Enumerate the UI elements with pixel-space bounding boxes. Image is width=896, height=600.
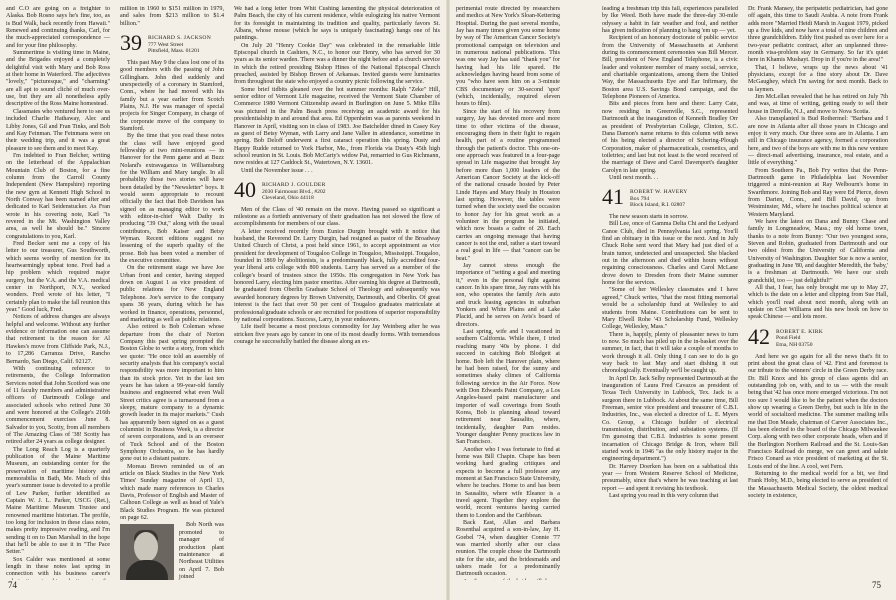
column-1 [6, 6, 110, 580]
paragraph: We had a long letter from Whit Cushing lamenting the physical deterioration of Palm Beach, the city of his current residence, while eulogizing his native Vermont for its foresight in maintaining its tradition and quality, particularly favors St. Albans, whose mouse (which he says is uniquely fascinating) hangs one of his paintings. [234, 6, 440, 42]
paragraph: Men of the Class of '40 remain on the move. Having passed so significant a milestone as a fortieth anniversary of their graduation has not slowed the flow of accomplishments for members of our class. [234, 206, 440, 228]
paragraph: Bits and pieces from here and there: Larry Cate, now residing in Greenville, S.C., represented Dartmouth at the inauguration of Kenneth Bradley Orr as president of Presbyterian College, Clinton, S.C. Dana Damon's name returns to this column with news of his being elected a director of Schering-Plough Corporation, maker of pharmaceuticals, cosmetics, and toiletries; and last but not least is the word received of the marriage of Dave and Carol Davenport's daughter Carolyn in late spring. [602, 101, 738, 174]
secretary-street: Pond Field [776, 335, 801, 342]
portrait-photo [120, 524, 174, 580]
column-3 [234, 6, 440, 580]
paragraph: and C.O are going on a freighter to Alaska. Bob Rosno says he's fine, too, as is Bud Walk, back recently from Hawaii." Renewed and continuing thanks, Carl, for the much-appreciated correspondence — and for your fine philosophy. [6, 6, 110, 49]
paragraph: With continuing reference to retirements, the College Information Services noted that John Scotford was one of 11 faculty members and administrative officers of Dartmouth College and associated schools who retired June 30 and were honored at the College's 216th commencement exercises June 8. Salvador to you, Scotty, from all members of The Amazing Class of '38! Scotty has retired after 24 years as college designer. [6, 365, 110, 446]
paragraph: Bob North was promoted to manager of production plant maintenance at Northeast Utilities on April 7. Bob joined [179, 522, 224, 580]
paragraph: I'm indebted to Fran Belcher, writing on the letterhead of the Appalachian Mountain Club of Boston, for a fine column from the Carroll County Independent (New Hampshire) reporting the new gym at Kennett High School in North Conway has been named after and dedicated to Karl Seidenstucker. As Fran wrote in his covering note, Karl "is revered in the Mt. Washington Valley area, as well he should be." Sincere congratulations to you, Karl. [6, 152, 110, 240]
column-4 [456, 6, 560, 580]
paragraph: Sox Calder was mentioned at some length in these notes last spring in connection with his business career's [6, 556, 110, 578]
paragraph: Some brief tidbits gleaned over the hot summer months: Ralph "Zeke" Hill, senior editor of Vermont Life magazine, received the Vermont State Chamber of Commerce 1980 Vermont Citizenship award in Burlington on June 5. Mike Ellis was pictured in the Palm Beach press receiving an academic award for his presidentialship in and around that area. Ed Oppenheim was as parents weekend in Hanover in April, visiting son in class of 1983. Joe Batchelder dined in Casey Key as guest of Betsy Wyman, with Larry and Jane Vallee in attendance, sometime in spring. Bob Deloff underwent a first cataract operation this spring. Dusty and Happy Rudde returned to York Harbor, Me., from Florida via Dusty's 45th high school reunion in St. Louis. Bob McCarty's widow Pat, remarried to Gus Richmann, now resides at 127 Caddock St., Watertown, N.Y. 13601. [234, 86, 440, 167]
secretary-city: Etna, NH 03750 [776, 341, 813, 348]
paragraph: The Long Reach Log is a quarterly publication of the Maine Maritime Museum, an outstanding center for the preservation of maritime history and memorabilia in Bath, Me. Much of this year's summer issue is devoted to a profile of Lew Parker, further identified as Captain W. J. L. Parker, USCG (Ret.), Maine Maritime Museum Trustee and renowned maritime historian. The profile, too long for inclusion in these class notes, makes pretty impressive reading, and I'm sending it on to Dan Marshall in the hope that he'll be able to use it in "The Pace Setter." [6, 446, 110, 556]
paragraph: The new season starts in sorrow. [609, 214, 689, 221]
class-header-42 [748, 323, 888, 349]
class-secretary-address [148, 33, 211, 55]
secretary-city: Cleveland, Ohio 44118 [262, 195, 314, 202]
class-secretary-address [776, 327, 823, 349]
paragraph: Back East, Allan and Barbara Rosenthal acquired a son-in-law, Jay H. Goebel '74, when daughter Connie '77 was married shortly after our class reunion. The couple chose the Dartmouth site for the site, and the bridesmaids and ushers made for a predominantly Dartmouth occasion. [456, 520, 560, 578]
paragraph: Bill Lee, once of Gamma Delta Chi and the Ledyard Canoe Club, died in Pennsylvania last spring. You'll find an obituary in this issue or the next. And in July Chuck Rohe sent word that Mary had just died of a brain tumor, undetected and unsuspected. She blacked out in the afternoon and died within hours without regaining consciousness. Charles and Carol McLane drove down to Dresden from their Maine summer home for the services. [602, 221, 738, 287]
paragraph: Since the start of his recovery from surgery, Jay has devoted more and more time to other victims of the disease, encouraging them in their fight to regain health, part of a routine programmed through the patient's doctor. This one-on-one approach was featured in a four-page spread in Life magazine that brought Jay before more than 1,000 leaders of the American Cancer Society at the kick-off of the national crusade hosted by Peter Linde Hayes and Mary Healy in Houston last spring. However, the tables were turned when the society used the occasion to honor Jay for his great work as a volunteer in the program he initiated, which now boasts a cadre of 20. Each carries an ongoing message that having cancer is not the end, rather a start toward a real goal in life — that "cancer can be beat." [456, 108, 560, 262]
secretary-name: RICHARD S. JACKSON [148, 35, 212, 42]
secretary-name: ROBERT E. KIRK [776, 328, 824, 335]
column-5 [602, 6, 738, 580]
column-6 [748, 6, 888, 580]
paragraph: Dr. Harvey Doerken has been on a sabbatical this year — from Western Reserve School of Medicine, presumably, since that's where he was teaching at last report — and spent it revising his textbook. [602, 463, 738, 492]
paragraph: Life itself became a most precious commodity for Jay Weinberg after he was stricken five years ago by cancer in one of its most deadly forms. With tremendous courage he successfully battled the disease along an ex- [234, 324, 440, 345]
paragraph: Also retired is Bob Coleman whose departure from the chair of Norton Company this past spring prompted the Boston Globe to write a story, from which we quote: "He once told an assembly of security analysts that his company's social responsibility was more important to him than its stock price. Yet in the last ten years he has taken a 99-year-old family business and engineered what even Wall Street critics agree is a turnaround from a sleepy, mature company to a dynamic growth leader in its major markets." Cush has apparently been signed on as a guest columnist in Business Week, is a director of seven corporations, and is an overseer of Tuck School and of the Boston Symphony Orchestra, so he has hardly gone out to a distant pasture. [120, 324, 224, 463]
paragraph: Recipient of an honorary doctorate of public service from the University of Massachusetts at Amherst during its commencement ceremonies was Bill Mercer. Bill, president of New England Telephone, is a civic leader and volunteer member of many social, service, and charitable organizations, among them the United Way, the Massachusetts Eye and Ear Infirmary, the Boston area U.S. Savings Bond campaign, and the Telephone Pioneers of America. [602, 35, 738, 101]
paragraph: All that, I fear, has only brought me up to May 27, which is the date on a letter and clipping from Sue Hall, which you'll read about next month, along with an update on Chet Williams and his new book on how to speak Chinese — and lots more. [748, 285, 888, 321]
paragraph: leading a freshman trip this fall, experiences paralleled by Ike Weed. Both have made the three-day 30-mile odyssey a habit in fair weather and foul, and neither has given indication of planning to hang 'em up — yet. [602, 6, 738, 35]
class-header-39 [120, 30, 224, 56]
class-header-40 [234, 176, 440, 202]
paragraph: "Some of her Wellesley classmates and I have agreed," Chuck writes, "that the most fitting memorial would be a scholarship fund at Wellesley to aid students from Maine. Contributions can be sent to Mary Elwell Rohe '43 Scholarship Fund, Wellesley College, Wellesley, Mass." [602, 287, 738, 331]
secretary-name: RICHARD J. GOULDER [262, 181, 326, 188]
paragraph: A letter received recently from Eunice Durgin brought with it notice that husband, the Reverend Dr. Larry Durgin, had resigned as pastor of the Broadway United Church of Christ, a post held since 1961, to accept appointment as vice president for development of Tougaloo College in Tougaloo, Mississippi. Tougaloo, founded in 1869 by abolitionists, is a predominantly black, fully accredited four-year liberal arts college with 800 students. Larry has served as a member of the college's board of trustees since the 1950s. His congregation in New York has honored Larry, electing him pastor emeritus. After earning his degree at Dartmouth, he graduated from Oberlin Graduate School of Theology and subsequently was awarded honorary degrees by Brown University, Dartmouth, and Oberlin. Of great interest is the fact that over 50 per cent of Tougaloo graduates matriculate at professional/graduate schools or are recruited for positions of superior responsibility by national corporations. Success, Larry, in your endeavors. [234, 228, 440, 323]
paragraph: Notices of address changes are always helpful and welcome. Without any further evidence or information one can assume that retirement is the reason for Al Hawkes's move from Cliffside Park, N.J., to 17,286 Carranza Drive, Rancho Bernardo, San Diego, Calif. 92127. [6, 314, 110, 365]
paragraph: Last spring, wife and I vacationed in southern California. While there, I tried reaching many '40s by phone. I did succeed in catching Bob Blodgett at home. Bob left the Hanover plain, where he had been raised, for the sunny and sometimes shaky climes of California following service in the Air Force. Now with Don Edwards Paint Company, a Los Angeles-based paint manufacturer and importer of wall coverings from South Korea, Bob is planning ahead toward retirement near Sausalito, where, incidentally, daughter Pam resides. Younger daughter Penny practices law in San Francisco. [456, 329, 560, 446]
secretary-city: Pittsfield, Mass. 01201 [148, 48, 200, 55]
paragraph: Returning to the medical world for a bit, we find Frank Hoby, M.D., being elected to serve as president of the Massachusetts Medical Society, the oldest medical society in existence, [748, 471, 888, 500]
paragraph: Also transplanted is Bud Rothermel: "Barbara and I are now in Atlanta after all those years in Chicago and enjoy it very much. Our three sons are in Atlanta. I am still in Chicago insurance agency, formed a corporation here, and two of the boys are with me in this new venture — direct-mail advertising, insurance, real estate, and a little of everything." [748, 116, 888, 167]
class-secretary-address [262, 180, 326, 202]
paragraph [456, 579, 560, 580]
paragraph: And here we go again for all the news that's fit to print about the great class of '42. First and foremost is our tribute to the winners' circle in the Green Derby race. Dr. Bill Knox and his group of class agents did an outstanding job on, with, and to us — with the result being that '42 has once more emerged victorious. I'm not too sure I would like to be the patient when the doctors show up wearing a Green Derby, but such is life in the world of socialized medicine. The summer mailing tells me that Don Meade, chairman of Carver Associates Inc., has been elected to the board of the Chicago Milwaukee Corp. along with two other corporate heads, when and if the Burlington Northern Railroad and the St. Louis-San Francisco Railroad do merge, we can greet and salute Frisco Conard as vice president of marketing at the St. Louis end of the line. A cool, wet Fern. [748, 353, 888, 470]
page-number-left: 74 [8, 580, 17, 590]
class-header-41 [602, 184, 738, 210]
paragraph: This past May 9 the class lost one of its good members with the passing of John Gillingham. John died suddenly and unexpectedly of a coronary in Stamford, Conn., where he had moved with his family but a year earlier from Scotch Plains, N.J. He was manager of special projects for Singer Company, in charge of the corporate move of the company to Stamford. [120, 59, 224, 132]
paragraph: There is, happily, plenty of pleasanter news to turn to now. So much has piled up in the in-basket over the summer, in fact, that it will take a couple of months to work through it all. Only thing I can see to do is go way back to last May and start dishing it out chronologically. Eventually we'll be caught up. [602, 331, 738, 375]
column-2 [120, 6, 224, 580]
page-gutter [446, 0, 450, 600]
paragraph: By the time that you read these notes the class will have enjoyed good fellowship at two mini-reunions — in Hanover for the Penn game and at Buzz Noland's extravaganza in Williamsburg for the William and Mary tangle. In all probability those two stories will have been detailed by the "Newsletter" boys. It would seem appropriate to recount officially the fact that Bob Davidson has signed on as managing editor to work with editor-in-chief Walt Dathy in producing "39 Out," along with the usual contributors, Bob Kaiser and Betsy Wyman. Recent editions suggest no lessening of the superb quality of the prose. Bob has been voted a member of the executive committee. [120, 133, 224, 265]
paragraph: Summertime is visiting time in Maine, and the Brigades enjoyed a completely delightful visit with Mary and Bob Ross at their home in Waterford. The adjectives "lovely," "picturesque," and "charming" are all apt to sound cliché of much over-use, but they are all nonetheless aptly descriptive of the Ross Maine homestead. [6, 50, 110, 108]
secretary-city: Block Island, R.I. 02807 [630, 202, 686, 209]
paragraph: From Southern Pa., Bob Fry writes that the Penn-Dartmouth game in Philadelphia last November triggered a mini-reunion at Ray Welbourn's home in Swarthmore. Joining Bob and Ray were Ed Pierce, down from Darien, Conn., and Bill David, up from Westminster, Md., where he teaches political science at Western Maryland. [748, 167, 888, 218]
paragraph: Moreau Brown reminded us of an article on Black Studies in the New York Times' Sunday magazine of April 13, which made many references to Charles Davis, Professor of English and Master of Calhoun College as well as head of Yale's Black Studies Program. He was pictured on page 62. [120, 463, 224, 522]
paragraph: million in 1960 to $151 million in 1979, and sales from $213 million to $1.4 billion." [120, 6, 224, 27]
class-year-number: 41 [602, 184, 624, 210]
paragraph: Jim McLellan revealed that he has retired on July 7th and was, at time of writing, getting ready to sell their house in Denville, N.J., and move to Nova Scotia. [748, 94, 888, 115]
secretary-name: ROBERT W. HAVERY [630, 189, 688, 196]
class-secretary-address [630, 187, 688, 209]
class-year-number: 42 [748, 323, 770, 349]
paragraph: Jay cannot stress enough the importance of "setting a goal and meeting it," even in the personal fight against cancer. In his spare time, Jay runs with his son, who operates the family Avis auto and truck leasing agencies in suburban Yonkers and White Plains and at Lake Placid, and he serves on Avis's board of directors. [456, 263, 560, 328]
paragraph: We have the latest on Dana and Bunny Chase and family in Longmeadow, Mass.; my old home town, thanks to a note from Bunny: "Our two youngest sons, Steven and Robin, graduated from Dartmouth and our two oldest from the University of California and University of Washington. Daughter Sue is now a senior, graduating in June '80, and daughter Meredith, the 'baby,' is a freshman at Dartmouth. We have our sixth grandchild, too — just delightful!" [748, 218, 888, 284]
secretary-street: Box 794 [630, 195, 650, 202]
paragraph: perimental route directed by researchers and medics at New York's Sloan-Kettering Hospital. During the past several months, Jay has many times given you some home by way of The American Cancer Society's promotional campaign on television and in numerous national publications. This was one way Jay has said "thank you" for having had his life spared. He acknowledges having heard from some of you "who have seen him on a 3-minute CBS documentary or 30-second 'spot' (which, incidentally, required eleven hours to film). [456, 6, 560, 108]
class-year-number: 39 [120, 30, 142, 56]
paragraph: Last spring you read in this very column that [609, 493, 719, 500]
paragraph: Until next month. . . [609, 174, 659, 181]
secretary-street: 2030 Fairmount Blvd., #202 [262, 188, 326, 195]
paragraph: On the retirement stage we have Joe Urban front and center, having stepped down on August 1 as vice president of public relations for New England Telephone. Joe's service to the company spans 38 years, during which he has worked in finance, operations, personnel, and marketing as well as public relations. [120, 265, 224, 323]
paragraph: On July 20 "Henry Cookie Day" was celebrated in the remarkable little Episcopal church in Cashiers, N.C., to honor our Henry, who has served for 30 years as its senior warden. There was a dinner the night before and a church service in which the retired presiding Bishop Hines of the National Episcopal Church preached, assisted by Bishop Brown of Arkansas. Invited guests were luminaries from throughout the state who enjoyed a country picnic following the service. [234, 42, 440, 86]
class-year-number: 40 [234, 176, 256, 202]
paragraph: In April Dr. Jack Selby represented Dartmouth at the inauguration of Laura Fred Cavazos as president of Texas Tech University in Lubbock, Tex. Jack is a surgeon there in Lubbock. At about the same time, Bill Freeman, senior vice president and treasurer of C.B.I. Industries, Inc., was elected a director of L. E. Myers Co. Group, a Chicago builder of electrical transmission, distribution, and substation systems. (If I'm guessing that C.B.I. Industries is some present incarnation of Chicago Bridge & Iron, where Bill started work in 1946 "as the only history major in the engineering department.") [602, 375, 738, 463]
paragraph: Until the November issue . . . [241, 167, 313, 174]
paragraph: Another who I was fortunate to find at home was Bill Chapin. Chape has been working hard grading critiques and expects to become a full professor any moment at San Francisco State University, where he teaches. Home to and has been in Sausalito, where wife Eleanor is a travel agent. Together they explore the world, recent ventures having carried them to London and the Caribbean. [456, 446, 560, 519]
page-number-right: 75 [872, 580, 881, 590]
paragraph: Fred Becker sent me a copy of his letter to our treasurer, Gus Southworth, which seems worthy of mention for its heartwarmingly upbeat tone. Fred had a hip problem which required major surgery, but the V.A. and the V.A. medical center in Northport, N.Y., worked wonders. Fred wrote of his letter, "I certainly plan to make the fall reunion this year." Good luck, Fred. [6, 241, 110, 314]
paragraph: That, I believe, wraps up the news about '41 physicians, except for a fine story about Dr. Dave McGaughey, which I'm saving for next month. Back to us laymen. [748, 64, 888, 93]
paragraph: Classmates who ventured here to see us included Charlie Hathaway, Alec and Libby Jones, Gil and Fran Tinks, and Bob and Kay Feinman. The Feinmans were on their wedding trip, and it was a great pleasure to see them and to meet Kay. [6, 108, 110, 152]
secretary-street: 777 West Street [148, 41, 184, 48]
paragraph: Dr. Frank Mansey, the peripatetic pediatrician, had gone off again, this time to Saudi Arabia. A note from Frank adds more "Married Heidi Marsh in August 1979, picked up a five kids, and now have a total of nine children and three grandchildren. Eddy first pushed us over here for a two-year pediatric contract, after an unplanned three-month visa-problem stay in Germany. So far it's quiet here in Khamis Mushayt. Drop in if you're in the area!" [748, 6, 888, 64]
